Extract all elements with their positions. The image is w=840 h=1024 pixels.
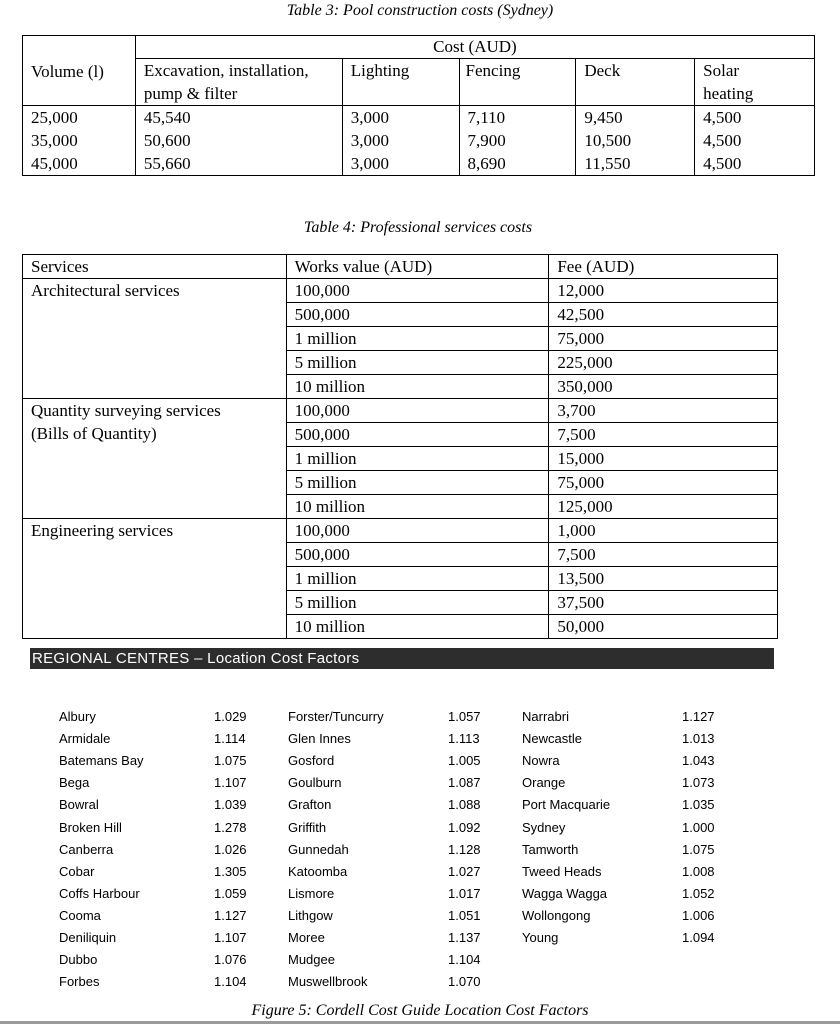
solar-values: 4,500 4,500 4,500 <box>695 106 815 176</box>
location-name: Sydney <box>522 819 566 835</box>
location-name: Bowral <box>59 797 99 813</box>
location-factor: 1.076 <box>214 952 247 968</box>
location-factor-row <box>59 883 274 905</box>
location-name: Bega <box>59 775 90 791</box>
table-row <box>23 399 778 519</box>
works-value-header: Works value (AUD) <box>286 255 549 279</box>
location-name: Muswellbrook <box>288 974 368 990</box>
location-name: Cobar <box>59 863 95 879</box>
location-name: Gunnedah <box>288 841 349 857</box>
location-factor: 1.026 <box>214 841 247 857</box>
location-factor-row <box>522 861 742 883</box>
location-factor-row <box>522 728 742 750</box>
location-factor-row <box>59 794 274 816</box>
location-factor-row <box>288 816 508 838</box>
col-solar-header: Solar heating <box>695 59 815 106</box>
location-name: Moree <box>288 929 325 945</box>
location-factor: 1.051 <box>448 907 481 923</box>
deck-values: 9,450 10,500 11,550 <box>576 106 695 176</box>
table-header-row <box>23 255 778 279</box>
location-factor-row <box>59 816 274 838</box>
location-name: Goulburn <box>288 775 342 791</box>
location-name: Gosford <box>288 753 335 769</box>
location-factor: 1.035 <box>682 797 715 813</box>
regional-centres-banner: REGIONAL CENTRES – Location Cost Factors <box>30 648 774 669</box>
professional-services-table <box>22 254 778 639</box>
location-factor-row <box>522 927 742 949</box>
location-factor: 1.094 <box>682 929 715 945</box>
location-name: Glen Innes <box>288 731 351 747</box>
location-factor: 1.114 <box>214 731 246 747</box>
cost-header: Cost (AUD) <box>135 36 814 59</box>
location-factor: 1.059 <box>214 885 247 901</box>
location-name: Wollongong <box>522 907 591 923</box>
location-factor-row <box>522 816 742 838</box>
location-name: Deniliquin <box>59 929 117 945</box>
works-values: 100,000 500,000 1 million 5 million 10 million <box>286 519 549 639</box>
location-factor: 1.107 <box>214 929 247 945</box>
location-name: Canberra <box>59 841 114 857</box>
location-factor: 1.104 <box>214 974 247 990</box>
col-lighting-header: Lighting <box>342 59 459 106</box>
location-factor: 1.088 <box>448 797 481 813</box>
location-name: Forbes <box>59 974 100 990</box>
location-name: Nowra <box>522 753 560 769</box>
location-factor-row <box>59 971 274 993</box>
location-factors-column-3 <box>522 706 742 949</box>
location-factor: 1.052 <box>682 885 715 901</box>
location-name: Newcastle <box>522 731 582 747</box>
location-factor: 1.039 <box>214 797 247 813</box>
location-factor-row <box>522 706 742 728</box>
location-factor: 1.087 <box>448 775 481 791</box>
location-factor-row <box>522 883 742 905</box>
location-name: Mudgee <box>288 952 335 968</box>
location-factor: 1.000 <box>682 819 715 835</box>
location-factor-row <box>59 949 274 971</box>
location-name: Tweed Heads <box>522 863 602 879</box>
location-factor-row <box>288 949 508 971</box>
location-name: Batemans Bay <box>59 753 144 769</box>
services-header: Services <box>23 255 287 279</box>
location-factor: 1.006 <box>682 907 715 923</box>
location-factor-row <box>288 772 508 794</box>
location-name: Broken Hill <box>59 819 122 835</box>
location-factor-row <box>288 706 508 728</box>
col-deck-header: Deck <box>576 59 695 106</box>
location-factor: 1.127 <box>682 709 715 725</box>
service-name: Quantity surveying services (Bills of Quantity) <box>23 399 287 519</box>
location-factor: 1.017 <box>448 885 481 901</box>
location-factor: 1.005 <box>448 753 481 769</box>
location-factor: 1.013 <box>682 731 715 747</box>
location-factor: 1.104 <box>448 952 481 968</box>
location-factor-row <box>59 861 274 883</box>
location-name: Tamworth <box>522 841 579 857</box>
location-factor: 1.070 <box>448 974 481 990</box>
fee-values: 1,000 7,500 13,500 37,500 50,000 <box>549 519 778 639</box>
table3-caption: Table 3: Pool construction costs (Sydney) <box>286 2 554 19</box>
location-factor: 1.127 <box>214 907 247 923</box>
location-factor: 1.073 <box>682 775 715 791</box>
location-factor: 1.128 <box>448 841 481 857</box>
location-factor: 1.278 <box>214 819 247 835</box>
excavation-values: 45,540 50,600 55,660 <box>135 106 342 176</box>
location-factors-column-2 <box>288 706 508 993</box>
location-factor-row <box>522 794 742 816</box>
location-factor: 1.027 <box>448 863 481 879</box>
pool-costs-table <box>22 35 815 176</box>
location-name: Lithgow <box>288 907 333 923</box>
location-factor-row <box>288 794 508 816</box>
location-factor-row <box>59 772 274 794</box>
location-factor-row <box>59 839 274 861</box>
volume-header: Volume (l) <box>23 36 136 106</box>
location-factor-row <box>59 706 274 728</box>
location-factor: 1.043 <box>682 753 715 769</box>
location-factor: 1.107 <box>214 775 247 791</box>
location-factor-row <box>522 750 742 772</box>
location-name: Lismore <box>288 885 335 901</box>
service-name: Architectural services <box>23 279 287 399</box>
location-factor-row <box>288 839 508 861</box>
location-factor: 1.092 <box>448 819 481 835</box>
fee-values: 12,000 42,500 75,000 225,000 350,000 <box>549 279 778 399</box>
location-name: Albury <box>59 709 96 725</box>
location-factor-row <box>288 883 508 905</box>
fee-values: 3,700 7,500 15,000 75,000 125,000 <box>549 399 778 519</box>
location-name: Port Macquarie <box>522 797 611 813</box>
table4-caption: Table 4: Professional services costs <box>303 219 533 236</box>
location-factor-row <box>288 905 508 927</box>
lighting-values: 3,000 3,000 3,000 <box>342 106 459 176</box>
table-row <box>23 279 778 399</box>
location-name: Cooma <box>59 907 101 923</box>
table-row <box>23 106 815 176</box>
location-name: Young <box>522 929 559 945</box>
location-factor: 1.008 <box>682 863 715 879</box>
location-factor-row <box>288 728 508 750</box>
col-excavation-header: Excavation, installation, pump & filter <box>135 59 342 106</box>
location-factor-row <box>522 905 742 927</box>
location-factor: 1.113 <box>448 731 480 747</box>
location-factor: 1.075 <box>214 753 247 769</box>
location-factor-row <box>59 750 274 772</box>
location-factor-row <box>59 905 274 927</box>
col-fencing-header: Fencing <box>459 59 576 106</box>
location-factor-row <box>522 772 742 794</box>
location-factor-row <box>288 750 508 772</box>
location-factor: 1.137 <box>448 929 481 945</box>
location-factor-row <box>288 971 508 993</box>
location-factor: 1.057 <box>448 709 481 725</box>
location-factor-row <box>522 839 742 861</box>
location-name: Armidale <box>59 731 111 747</box>
figure-caption: Figure 5: Cordell Cost Guide Location Cost Factors <box>251 1002 589 1019</box>
location-name: Griffith <box>288 819 327 835</box>
fencing-values: 7,110 7,900 8,690 <box>459 106 576 176</box>
location-name: Wagga Wagga <box>522 885 608 901</box>
location-factor: 1.305 <box>214 863 247 879</box>
location-name: Forster/Tuncurry <box>288 709 384 725</box>
location-name: Coffs Harbour <box>59 885 140 901</box>
service-name: Engineering services <box>23 519 287 639</box>
location-factors-column-1 <box>59 706 274 993</box>
location-factor-row <box>288 927 508 949</box>
location-name: Katoomba <box>288 863 348 879</box>
location-name: Narrabri <box>522 709 569 725</box>
location-name: Grafton <box>288 797 332 813</box>
volume-values: 25,000 35,000 45,000 <box>23 106 136 176</box>
location-factor: 1.075 <box>682 841 715 857</box>
location-factor-row <box>288 861 508 883</box>
location-name: Orange <box>522 775 566 791</box>
works-values: 100,000 500,000 1 million 5 million 10 million <box>286 279 549 399</box>
works-values: 100,000 500,000 1 million 5 million 10 million <box>286 399 549 519</box>
table-row <box>23 519 778 639</box>
location-factor-row <box>59 728 274 750</box>
location-name: Dubbo <box>59 952 98 968</box>
fee-header: Fee (AUD) <box>549 255 778 279</box>
location-factor-row <box>59 927 274 949</box>
location-factor: 1.029 <box>214 709 247 725</box>
